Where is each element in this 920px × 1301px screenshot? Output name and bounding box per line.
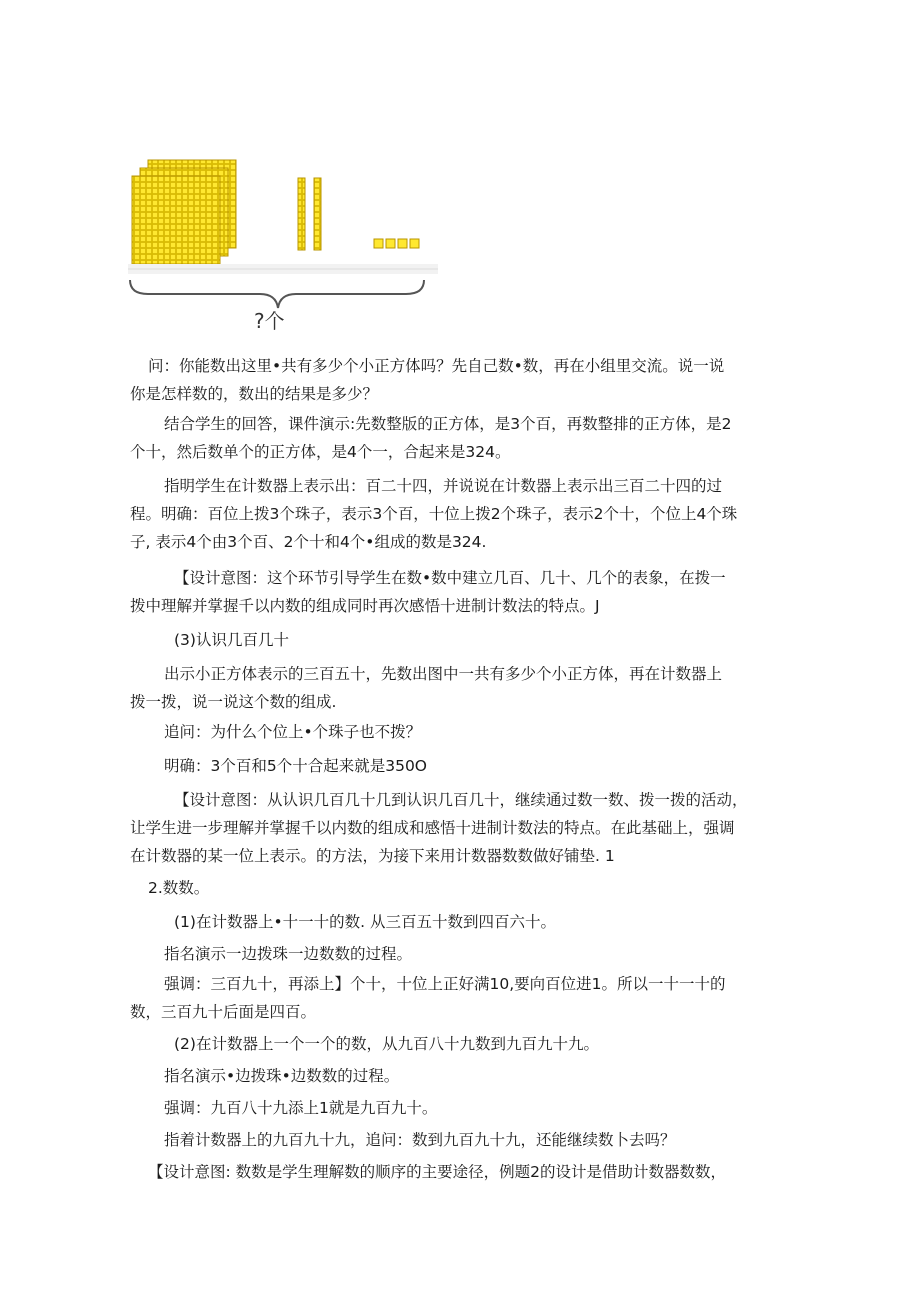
text-line: 在计数器的某一位上表示。的方法，为接下来用计数器数数做好铺垫. 1 (130, 847, 615, 865)
text-line: 拨一拨，说一说这个数的组成. (130, 693, 337, 711)
text-line: 指着计数器上的九百九十九，追问：数到九百九十九，还能继续数卜去吗？ (164, 1131, 676, 1149)
count-question-label: ?个 (254, 309, 285, 333)
cube-illustration (128, 152, 438, 334)
section-heading-3 (130, 626, 795, 654)
paragraph-design-intent-3 (130, 1158, 795, 1186)
text-line: 指明学生在计数器上表示出：百二十四，并说说在计数器上表示出三百二十四的过 (164, 477, 723, 495)
paragraph-follow-up-2 (130, 1126, 795, 1154)
text-line: 拨中理解并掌握千以内数的组成同时再次感悟十进制计数法的特点。J (130, 597, 600, 615)
text-line: 追问：为什么个位上•个珠子也不拨？ (164, 723, 422, 741)
text-line: 让学生进一步理解并掌握千以内数的组成和感悟十进制计数法的特点。在此基础上，强调 (130, 819, 735, 837)
text-line: 明确：3个百和5个十合起来就是350O (164, 757, 428, 775)
text-line: 指名演示一边拨珠一边数数的过程。 (164, 945, 413, 963)
paragraph-emphasis-1 (130, 970, 795, 1026)
text-line: 问：你能数出这里•共有多少个小正方体吗？先自己数•数，再在小组里交流。说一说 (148, 357, 725, 375)
paragraph-clarify (130, 752, 795, 780)
paragraph-question (130, 352, 795, 408)
unit-cubes (374, 239, 419, 248)
text-line: 指名演示•边拨珠•边数数的过程。 (164, 1067, 400, 1085)
subsection-1 (130, 908, 795, 936)
text-line: 2.数数。 (148, 879, 210, 897)
paragraph-demo-3 (130, 1062, 795, 1090)
text-line: 【设计意图: 数数是学生理解数的顺序的主要途径，例题2的设计是借助计数器数数， (148, 1163, 727, 1181)
text-line: 强调：三百九十，再添上】个十，十位上正好满10,要向百位进1。所以一十一十的 (164, 975, 726, 993)
hundred-flats (132, 160, 236, 264)
text-line: 出示小正方体表示的三百五十，先数出图中一共有多少个小正方体，再在计数器上 (164, 665, 723, 683)
text-line: 【设计意图：这个环节引导学生在数•数中建立几百、几十、几个的表象，在拨一 (174, 569, 726, 587)
text-line: 数，三百九十后面是四百。 (130, 1003, 317, 1021)
paragraph-emphasis-2 (130, 1094, 795, 1122)
text-line: 个十，然后数单个的正方体，是4个一，合起来是324。 (130, 443, 511, 461)
brace (130, 280, 424, 308)
subsection-2 (130, 1030, 795, 1058)
text-line: 强调：九百八十九添上1就是九百九十。 (164, 1099, 438, 1117)
paragraph-demo (130, 410, 795, 466)
paragraph-design-intent-1 (130, 564, 795, 620)
paragraph-design-intent-2 (130, 786, 795, 870)
text-line: 结合学生的回答，课件演示:先数整版的正方体，是3个百，再数整排的正方体，是2 (164, 415, 732, 433)
text-line: 【设计意图：从认识几百几十几到认识几百几十，继续通过数一数、拨一拨的活动， (174, 791, 748, 809)
text-line: (2)在计数器上一个一个的数，从九百八十九数到九百九十九。 (174, 1035, 599, 1053)
paragraph-demo-2 (130, 940, 795, 968)
paragraph-350 (130, 660, 795, 716)
ten-rods (298, 178, 321, 250)
text-line: 子, 表示4个由3个百、2个十和4个•组成的数是324. (130, 533, 487, 551)
text-line: (1)在计数器上•十一十的数. 从三百五十数到四百六十。 (174, 913, 556, 931)
base-ten-blocks-figure (128, 152, 438, 334)
text-line: 你是怎样数的，数出的结果是多少？ (130, 385, 379, 403)
text-line: 程。明确：百位上拨3个珠子，表示3个百，十位上拨2个珠子，表示2个十，个位上4个珠 (130, 505, 738, 523)
text-line: (3)认识几百几十 (174, 631, 289, 649)
paragraph-abacus (130, 472, 795, 556)
paragraph-follow-up (130, 718, 795, 746)
section-heading-2 (130, 874, 795, 902)
